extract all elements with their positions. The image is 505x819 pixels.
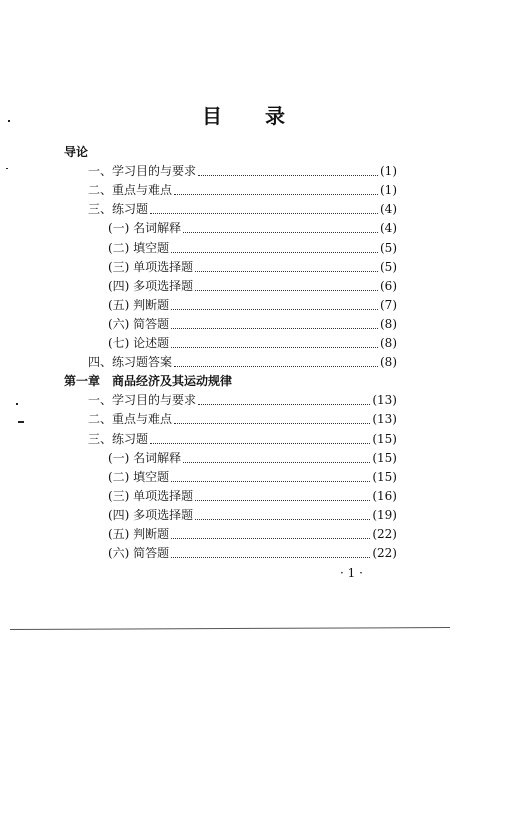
toc-entry-page: (5) [380,259,397,274]
toc-entry-page: (16) [372,488,397,503]
page-number: · 1 · [340,566,363,580]
section-heading: 第一章 商品经济及其运动规律 [64,374,233,389]
toc-entry-label: 二、重点与难点 [88,183,173,198]
dot-leader [171,529,370,539]
toc-entry [108,334,397,352]
toc-entry [108,487,397,505]
section-heading: 导论 [64,145,89,159]
toc-entry [108,277,397,295]
toc-entry [108,219,397,237]
toc-entry [108,525,397,543]
dot-leader [171,548,370,558]
toc-entry-page: (8) [380,316,397,331]
toc-entry-label: 一、学习目的与要求 [88,393,197,408]
toc-entry [88,162,397,180]
toc-entry-page: (13) [372,412,397,427]
dot-leader [171,472,370,482]
toc-entry [108,296,397,314]
dot-leader [195,262,378,272]
toc-entry [88,430,397,448]
dot-leader [195,510,370,520]
toc-entry [88,181,397,199]
dot-leader [183,453,370,463]
toc-entry-page: (15) [372,431,397,446]
dot-leader [150,434,370,444]
dot-leader [171,338,378,348]
toc-entry-page: (6) [380,278,397,293]
toc-entry-label: (二) 填空题 [108,240,170,255]
scan-speck [6,168,8,169]
toc-entry-label: (六) 简答题 [108,316,170,331]
toc-entry [108,449,397,467]
dot-leader [198,395,370,405]
toc-entry [108,239,397,257]
toc-entry-label: (四) 多项选择题 [108,507,194,522]
toc-entry-page: (19) [372,507,397,522]
toc-entry-label: (六) 简答题 [108,546,170,561]
toc-entry-label: (一) 名词解释 [108,221,182,236]
toc-entry [88,353,397,371]
toc-entry-page: (5) [380,240,397,255]
toc-entry-page: (4) [380,221,397,236]
toc-entry-page: (13) [372,393,397,408]
toc-entry-label: 三、练习题 [88,431,149,446]
dot-leader [198,166,378,176]
toc-entry-page: (1) [380,183,397,198]
dot-leader [183,223,378,233]
toc-entry-label: 一、学习目的与要求 [88,164,197,179]
toc-entry [88,200,397,218]
dot-leader [195,491,370,501]
toc-entry-page: (8) [380,336,397,350]
toc-entry [88,391,397,409]
dot-leader [174,414,370,424]
dot-leader [150,204,378,214]
toc-entry-label: 四、练习题答案 [88,355,173,370]
toc-entry-label: 二、重点与难点 [88,412,173,427]
scan-speck [16,403,18,405]
toc-entry-page: (7) [380,297,397,312]
scan-edge-line [10,627,450,630]
toc-entry-page: (1) [380,164,397,179]
scan-speck [18,421,24,423]
dot-leader [171,243,378,253]
toc-entry-page: (22) [372,546,397,561]
dot-leader [174,357,378,367]
toc-entry-label: (五) 判断题 [108,527,170,541]
toc-entry-page: (15) [372,450,397,465]
toc-entry-label: (四) 多项选择题 [108,278,194,293]
toc-entry [108,506,397,524]
toc-entry-page: (22) [372,527,397,541]
toc-entry [108,258,397,276]
toc-entry-label: (三) 单项选择题 [108,259,194,274]
toc-entry-page: (4) [380,202,397,217]
toc-entry-label: (五) 判断题 [108,297,170,312]
toc-entry-label: (二) 填空题 [108,469,170,484]
toc-entry-page: (15) [372,469,397,484]
toc-entry [108,468,397,486]
scan-speck [8,120,10,122]
toc-entry [88,410,397,428]
dot-leader [195,281,378,291]
toc-entry-page: (8) [380,355,397,370]
toc-entry-label: 三、练习题 [88,202,149,217]
dot-leader [174,185,378,195]
toc-entry [108,544,397,562]
dot-leader [171,319,378,329]
toc-entry [108,315,397,333]
dot-leader [171,300,378,310]
toc-title: 目 录 [202,104,303,128]
toc-entry-label: (七) 论述题 [108,336,170,350]
toc-entry-label: (三) 单项选择题 [108,488,194,503]
toc-entry-label: (一) 名词解释 [108,450,182,465]
